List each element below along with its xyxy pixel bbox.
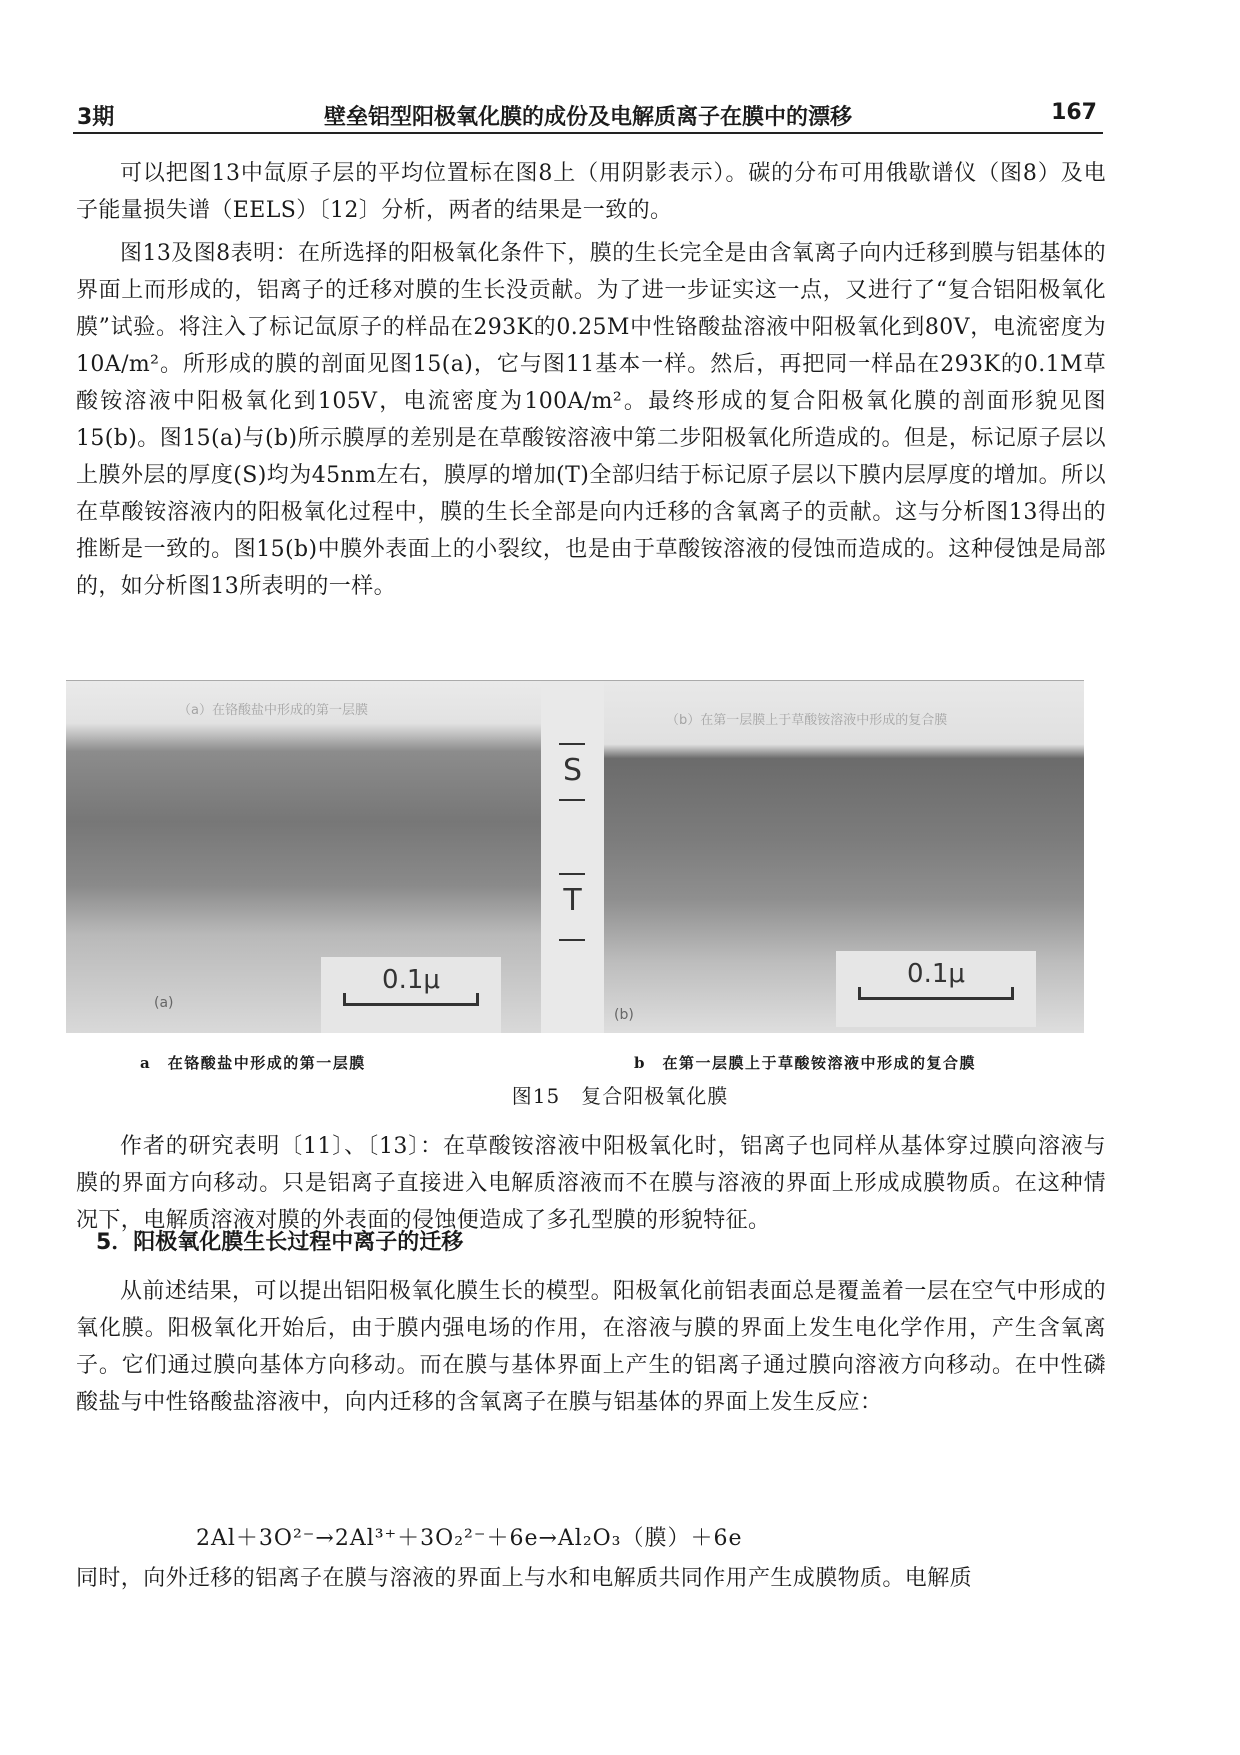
panel-a-scale-line	[343, 1003, 479, 1006]
running-title: 壁垒铝型阳极氧化膜的成份及电解质离子在膜中的漂移	[323, 105, 852, 130]
micrograph-panel-b	[604, 681, 1084, 1033]
s-bottom-tick	[559, 799, 585, 801]
paragraph-1: 可以把图13中氙原子层的平均位置标在图8上（用阴影表示）。碳的分布可用俄歇谱仪（图8）及电子能量损失谱（EELS）〔12〕分析，两者的结果是一致的。	[76, 161, 1106, 223]
section-heading: 5．阳极氧化膜生长过程中离子的迁移	[96, 1230, 464, 1255]
panel-b-scale-bar	[836, 951, 1036, 1027]
reaction-equation: 2Al＋3O²⁻→2Al³⁺＋3O₂²⁻＋6e→Al₂O₃（膜）＋6e	[196, 1526, 743, 1551]
issue-number: 3期	[77, 105, 115, 130]
panel-b-scale-line	[858, 997, 1014, 1000]
figure-caption: 图15 复合阳极氧化膜	[511, 1084, 729, 1108]
panel-a-inset-caption: （a）在铬酸盐中形成的第一层膜	[178, 703, 368, 718]
subcaption-a: a 在铬酸盐中形成的第一层膜	[140, 1054, 366, 1072]
running-header	[73, 98, 1103, 134]
panel-a-scale-bar	[321, 957, 501, 1033]
figure-15	[66, 680, 1084, 1033]
panel-a-scale-label: 0.1μ	[382, 965, 440, 995]
panel-b-letter: (b)	[614, 1007, 634, 1023]
panel-a-letter: (a)	[154, 995, 174, 1011]
panel-b-inset-caption: （b）在第一层膜上于草酸铵溶液中形成的复合膜	[666, 713, 948, 728]
subcaption-b: b 在第一层膜上于草酸铵溶液中形成的复合膜	[634, 1054, 976, 1072]
t-top-tick	[559, 873, 585, 875]
outer-layer-mark-s: S	[562, 753, 583, 788]
inner-layer-mark-t: T	[563, 883, 582, 918]
paragraph-3: 作者的研究表明〔11〕、〔13〕：在草酸铵溶液中阳极氧化时，铝离子也同样从基体穿过膜向溶液与膜的界面方向移动。只是铝离子直接进入电解质溶液而不在膜与溶液的界面上形成成膜物质。在这种情况下，电解质溶液对膜的外表面的侵蚀便造成了多孔型膜的形貌特征。	[76, 1134, 1106, 1233]
paragraph-4: 从前述结果，可以提出铝阳极氧化膜生长的模型。阳极氧化前铝表面总是覆盖着一层在空气中形成的氧化膜。阳极氧化开始后，由于膜内强电场的作用，在溶液与膜的界面上发生电化学作用，产生含氧离子。它们通过膜向基体方向移动。而在膜与基体界面上产生的铝离子通过膜向溶液方向移动。在中性磷酸盐与中性铬酸盐溶液中，向内迁移的含氧离子在膜与铝基体的界面上发生反应：	[76, 1279, 1106, 1415]
paragraph-2: 图13及图8表明：在所选择的阳极氧化条件下，膜的生长完全是由含氧离子向内迁移到膜与铝基体的界面上而形成的，铝离子的迁移对膜的生长没贡献。为了进一步证实这一点，又进行了“复合铝阳极氧化膜”试验。将注入了标记氙原子的样品在293K的0.25M中性铬酸盐溶液中阳极氧化到80V，电流密度为10A/m²。所形成的膜的剖面见图15(a)，它与图11基本一样。然后，再把同一样品在293K的0.1M草酸铵溶液中阳极氧化到105V，电流密度为100A/m²。最终形成的复合阳极氧化膜的剖面形貌见图15(b)。图15(a)与(b)所示膜厚的差别是在草酸铵溶液中第二步阳极氧化所造成的。但是，标记原子层以上膜外层的厚度(S)均为45nm左右，膜厚的增加(T)全部归结于标记原子层以下膜内层厚度的增加。所以在草酸铵溶液内的阳极氧化过程中，膜的生长全部是向内迁移的含氧离子的贡献。这与分析图13得出的推断是一致的。图15(b)中膜外表面上的小裂纹，也是由于草酸铵溶液的侵蚀而造成的。这种侵蚀是局部的，如分析图13所表明的一样。	[76, 241, 1106, 599]
t-bottom-tick	[559, 939, 585, 941]
micrograph-panel-a	[66, 681, 541, 1033]
page-number: 167	[1051, 100, 1097, 125]
panel-b-scale-label: 0.1μ	[907, 959, 965, 989]
paragraph-5: 同时，向外迁移的铝离子在膜与溶液的界面上与水和电解质共同作用产生成膜物质。电解质	[76, 1566, 973, 1591]
thickness-markers	[541, 681, 604, 1033]
s-top-tick	[559, 743, 585, 745]
